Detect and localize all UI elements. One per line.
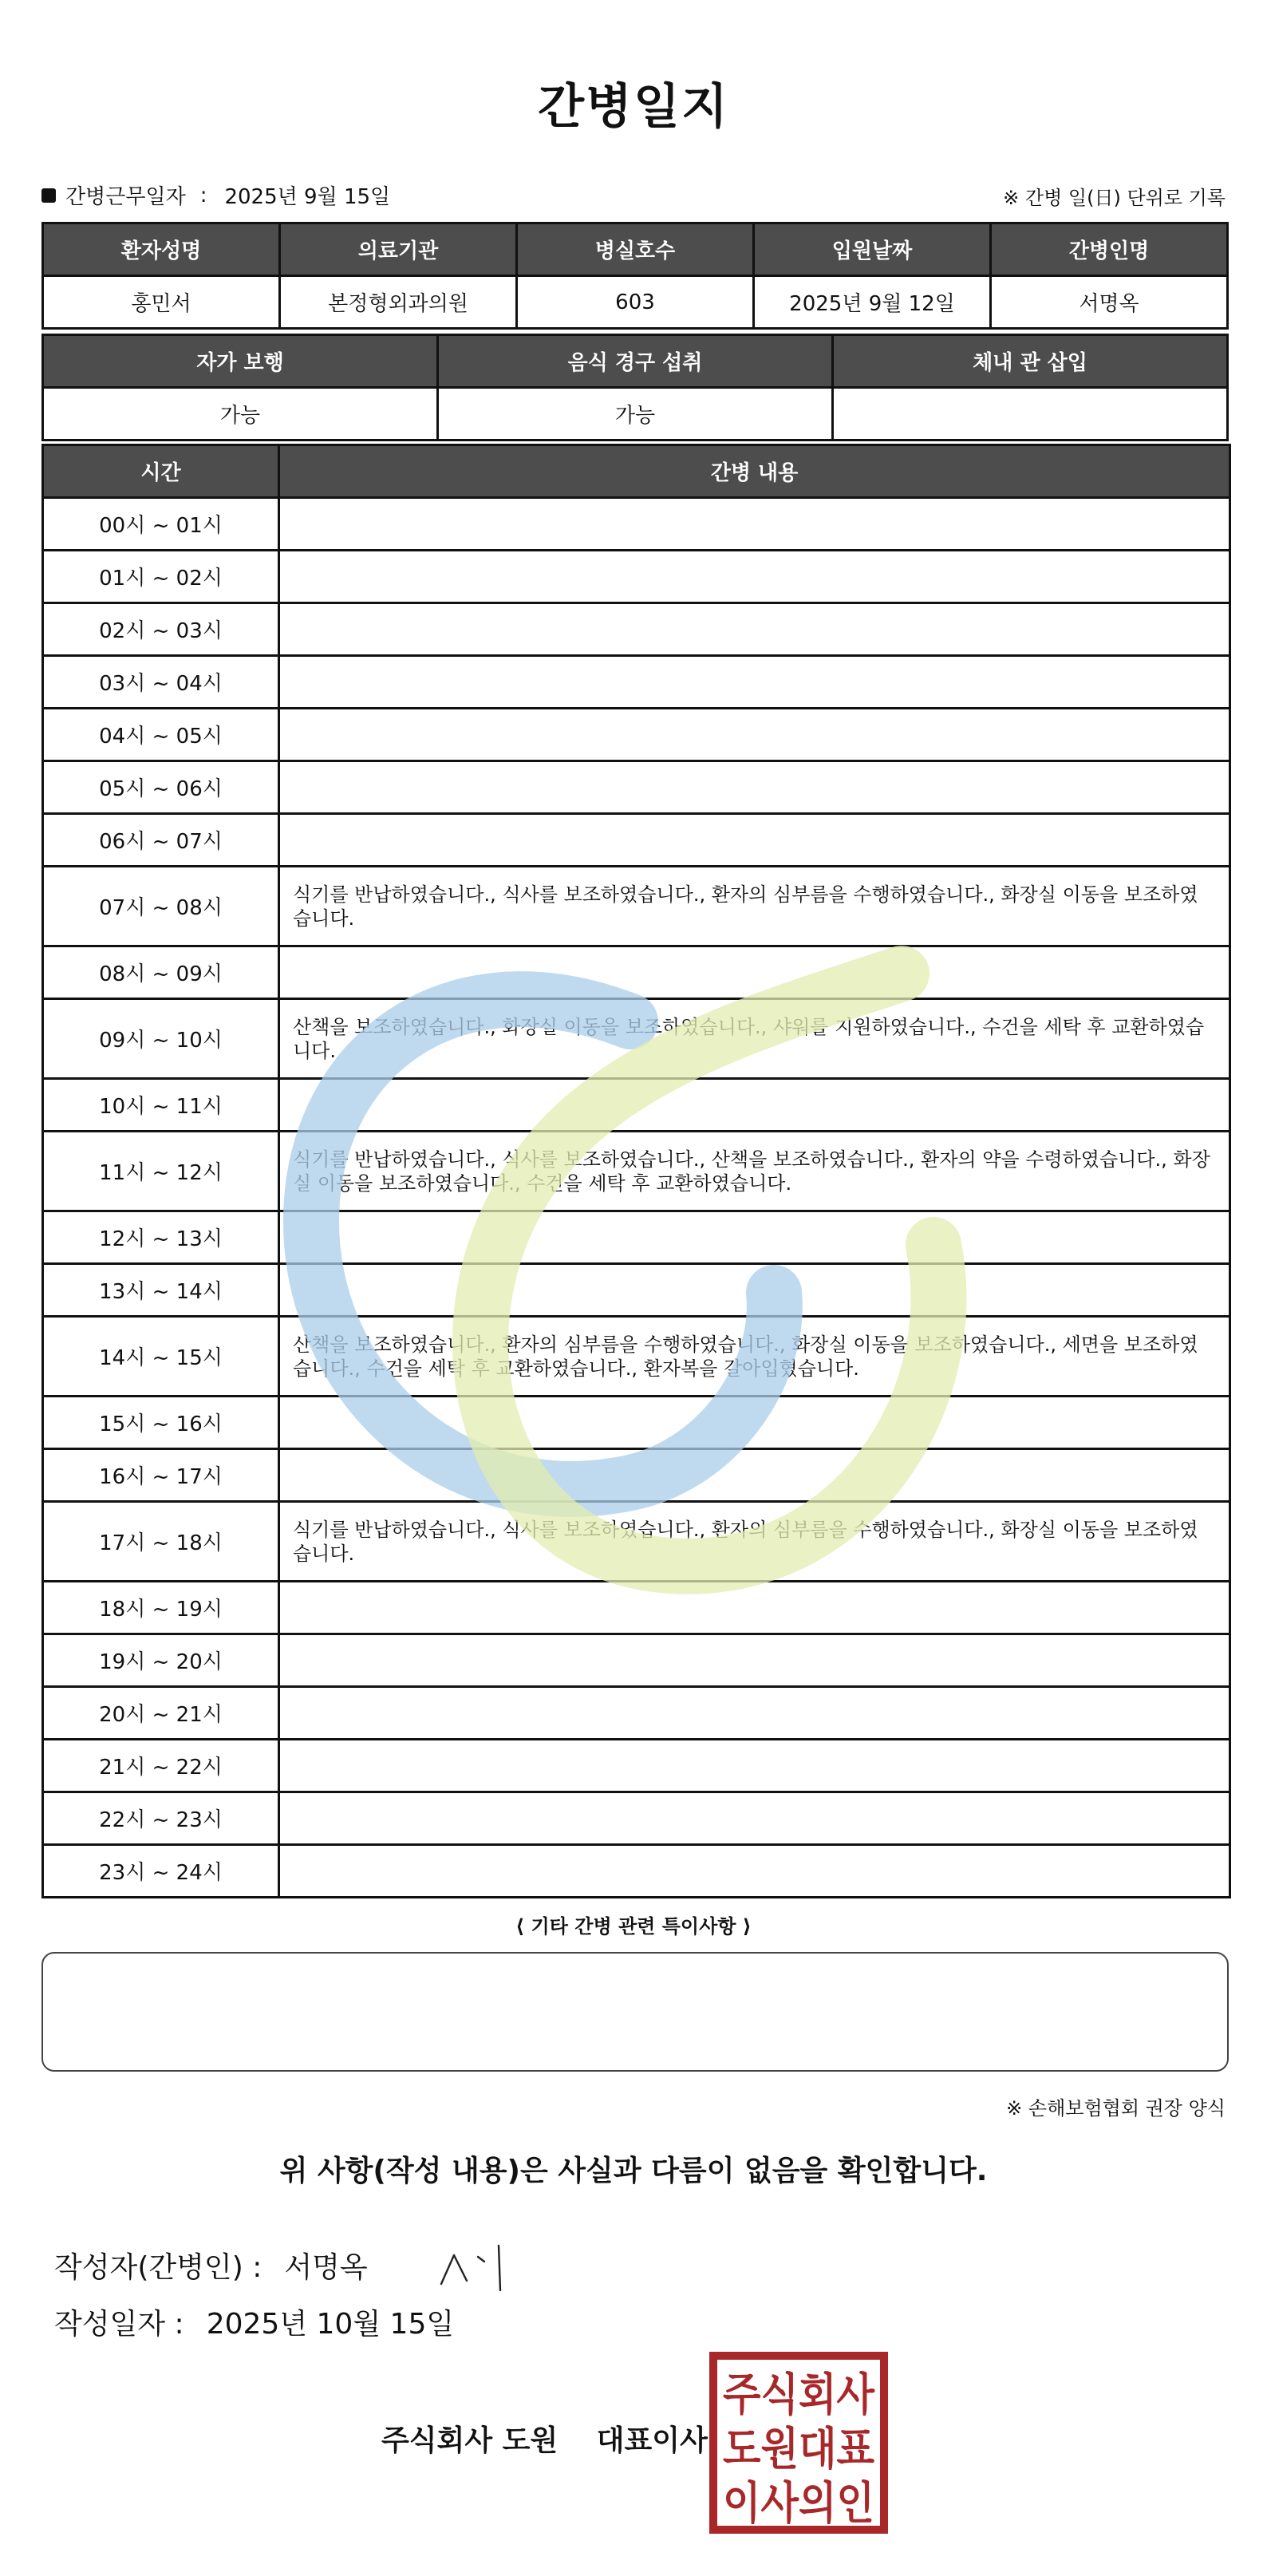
log-content: [279, 551, 1230, 603]
log-row: [43, 999, 1230, 1079]
patient-name: 홍민서: [43, 276, 280, 329]
log-content: [279, 1792, 1230, 1845]
seal-text-line: 주식회사: [723, 2369, 875, 2421]
log-row: [43, 1397, 1230, 1449]
self-walking-value: 가능: [43, 388, 438, 441]
log-row: [43, 867, 1230, 946]
admission-date: 2025년 9월 12일: [754, 276, 991, 329]
log-time: 22시 ~ 23시: [43, 1792, 279, 1845]
log-time: 17시 ~ 18시: [43, 1502, 279, 1582]
work-date-colon: :: [199, 183, 207, 207]
log-content: [279, 1449, 1230, 1502]
patient-info-table: [41, 222, 1229, 330]
log-row: [43, 1502, 1230, 1582]
log-time: 13시 ~ 14시: [43, 1264, 279, 1317]
log-row: [43, 1740, 1230, 1792]
header-patient-name: 환자성명: [43, 223, 280, 276]
confirmation-statement: 위 사항(작성 내용)은 사실과 다름이 없음을 확인합니다.: [279, 2155, 988, 2187]
log-row: [43, 1634, 1230, 1687]
log-content: [279, 814, 1230, 867]
log-time: 14시 ~ 15시: [43, 1317, 279, 1397]
care-log-table: [41, 444, 1231, 1898]
header-room: 병실호수: [517, 223, 754, 276]
log-content: [279, 498, 1230, 551]
log-time: 01시 ~ 02시: [43, 551, 279, 603]
log-time: 18시 ~ 19시: [43, 1582, 279, 1634]
oral-intake-value: 가능: [438, 388, 833, 441]
log-content: [279, 1397, 1230, 1449]
log-content: [279, 1582, 1230, 1634]
log-time: 21시 ~ 22시: [43, 1740, 279, 1792]
log-content: [279, 946, 1230, 999]
caregiver-name: 서명옥: [991, 276, 1228, 329]
log-content: 식기를 반납하였습니다., 식사를 보조하였습니다., 환자의 심부름을 수행하였습니다., 화장실 이동을 보조하였습니다.: [279, 867, 1230, 946]
seal-text-line: 도원대표: [723, 2424, 874, 2475]
remarks-box: [41, 1952, 1229, 2072]
log-time: 07시 ~ 08시: [43, 867, 279, 946]
log-content: [279, 1845, 1230, 1898]
log-row: [43, 551, 1230, 603]
log-content: [279, 1264, 1230, 1317]
log-content: [279, 603, 1230, 656]
tube-insertion-value: [833, 388, 1228, 441]
log-row: [43, 1449, 1230, 1502]
log-time: 23시 ~ 24시: [43, 1845, 279, 1898]
log-content: [279, 709, 1230, 761]
log-time: 16시 ~ 17시: [43, 1449, 279, 1502]
company-ceo-title: 대표이사: [596, 2424, 708, 2457]
log-content: [279, 1211, 1230, 1264]
writer-name: 서명옥: [284, 2250, 368, 2284]
header-caregiver-name: 간병인명: [991, 223, 1228, 276]
log-row: [43, 603, 1230, 656]
log-time: 05시 ~ 06시: [43, 761, 279, 814]
log-content: [279, 1687, 1230, 1740]
writer-line: [54, 2234, 519, 2295]
writer-label: 작성자(간병인) :: [54, 2250, 262, 2284]
header-oral-intake: 음식 경구 섭취: [438, 335, 833, 388]
log-row: [43, 1582, 1230, 1634]
log-row: [43, 709, 1230, 761]
company-signature: [381, 2418, 708, 2459]
log-time: 10시 ~ 11시: [43, 1079, 279, 1132]
square-bullet-icon: [41, 188, 56, 203]
header-care-content: 간병 내용: [279, 445, 1230, 498]
log-time: 02시 ~ 03시: [43, 603, 279, 656]
log-content: [279, 761, 1230, 814]
log-row: [43, 498, 1230, 551]
log-content: 식기를 반납하였습니다., 식사를 보조하였습니다., 산책을 보조하였습니다., 환자의 약을 수령하였습니다., 화장실 이동을 보조하였습니다., 수건을 세탁 후 교환하였습니다.: [279, 1132, 1230, 1211]
log-time: 20시 ~ 21시: [43, 1687, 279, 1740]
log-content: [279, 656, 1230, 709]
page-title: 간병일지: [538, 79, 729, 135]
room-number: 603: [517, 276, 754, 329]
log-row: [43, 1317, 1230, 1397]
header-tube-insertion: 체내 관 삽입: [833, 335, 1228, 388]
log-row: [43, 656, 1230, 709]
log-time: 09시 ~ 10시: [43, 999, 279, 1079]
remarks-title: ⟨ 기타 간병 관련 특이사항 ⟩: [515, 1915, 752, 1938]
written-date-line: [54, 2301, 454, 2342]
log-content: [279, 1634, 1230, 1687]
written-date-value: 2025년 10월 15일: [206, 2308, 455, 2341]
unit-note: ※ 간병 일(日) 단위로 기록: [1003, 187, 1226, 209]
work-date-label: 간병근무일자: [65, 185, 186, 209]
log-time: 08시 ~ 09시: [43, 946, 279, 999]
log-content: 식기를 반납하였습니다., 식사를 보조하였습니다., 환자의 심부름을 수행하였습니다., 화장실 이동을 보조하였습니다.: [279, 1502, 1230, 1582]
header-admission-date: 입원날짜: [754, 223, 991, 276]
hospital-name: 본정형외과의원: [280, 276, 517, 329]
patient-status-table: [41, 334, 1229, 441]
handwritten-signature: [432, 2234, 519, 2295]
seal-text-line: 이사의인: [723, 2478, 874, 2530]
log-row: [43, 1132, 1230, 1211]
company-name: 주식회사 도원: [381, 2424, 559, 2457]
log-row: [43, 946, 1230, 999]
form-note: ※ 손해보험협회 권장 양식: [1006, 2097, 1226, 2120]
company-seal-stamp: [708, 2351, 889, 2535]
work-date-value: 2025년 9월 15일: [224, 185, 391, 209]
log-time: 03시 ~ 04시: [43, 656, 279, 709]
log-content: 산책을 보조하였습니다., 환자의 심부름을 수행하였습니다., 화장실 이동을 보조하였습니다., 세면을 보조하였습니다., 수건을 세탁 후 교환하였습니다., 환자복을 갈아입혔습니다.: [279, 1317, 1230, 1397]
header-time: 시간: [43, 445, 279, 498]
log-row: [43, 1211, 1230, 1264]
header-self-walking: 자가 보행: [43, 335, 438, 388]
log-time: 15시 ~ 16시: [43, 1397, 279, 1449]
log-content: [279, 1079, 1230, 1132]
log-row: [43, 1264, 1230, 1317]
log-row: [43, 1079, 1230, 1132]
log-time: 04시 ~ 05시: [43, 709, 279, 761]
log-time: 19시 ~ 20시: [43, 1634, 279, 1687]
log-time: 11시 ~ 12시: [43, 1132, 279, 1211]
log-row: [43, 1687, 1230, 1740]
log-row: [43, 1792, 1230, 1845]
log-row: [43, 761, 1230, 814]
log-time: 12시 ~ 13시: [43, 1211, 279, 1264]
log-content: [279, 1740, 1230, 1792]
log-content: 산책을 보조하였습니다., 화장실 이동을 보조하였습니다., 샤워를 지원하였습니다., 수건을 세탁 후 교환하였습니다.: [279, 999, 1230, 1079]
header-hospital: 의료기관: [280, 223, 517, 276]
log-row: [43, 1845, 1230, 1898]
log-time: 06시 ~ 07시: [43, 814, 279, 867]
log-time: 00시 ~ 01시: [43, 498, 279, 551]
log-row: [43, 814, 1230, 867]
work-date-line: [41, 180, 390, 210]
written-date-label: 작성일자 :: [54, 2308, 184, 2341]
